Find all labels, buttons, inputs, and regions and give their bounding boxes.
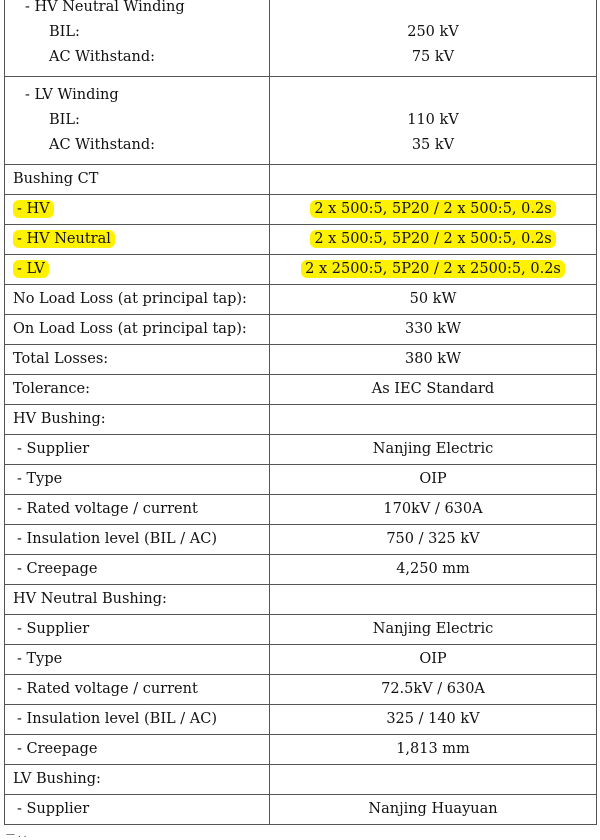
table-row — [5, 765, 597, 795]
row-label: Bushing CT — [13, 171, 99, 187]
row-label: - LV — [13, 260, 49, 278]
value-cell — [270, 315, 597, 345]
value-cell — [270, 255, 597, 285]
table-row — [5, 675, 597, 705]
label-cell — [5, 705, 270, 735]
table-row — [5, 405, 597, 435]
row-value: 2 x 2500:5, 5P20 / 2 x 2500:5, 0.2s — [301, 260, 565, 278]
group-item-value: 110 kV — [407, 112, 459, 128]
label-cell — [5, 675, 270, 705]
table-row — [5, 555, 597, 585]
value-cell — [270, 225, 597, 255]
row-label: - Type — [17, 471, 63, 487]
label-cell — [5, 195, 270, 225]
label-cell — [5, 315, 270, 345]
label-cell — [5, 645, 270, 675]
row-label: - Rated voltage / current — [17, 501, 198, 517]
value-cell — [270, 705, 597, 735]
row-value: 750 / 325 kV — [386, 531, 480, 547]
group-item-label: AC Withstand: — [49, 137, 156, 153]
table-row — [5, 225, 597, 255]
row-value: 1,813 mm — [396, 741, 470, 757]
table-row — [5, 285, 597, 315]
label-cell — [5, 555, 270, 585]
row-label: - Type — [17, 651, 63, 667]
value-cell — [270, 195, 597, 225]
row-value: 170kV / 630A — [383, 501, 483, 517]
value-cell — [270, 435, 597, 465]
row-value: As IEC Standard — [371, 381, 495, 397]
cutoff-text-fragment: — . . — [6, 830, 27, 840]
table-row — [5, 345, 597, 375]
label-cell — [5, 495, 270, 525]
value-cell — [270, 585, 597, 615]
table-row — [5, 615, 597, 645]
label-cell — [5, 345, 270, 375]
row-label: HV Neutral Bushing: — [13, 591, 167, 607]
table-row — [5, 435, 597, 465]
label-cell — [5, 225, 270, 255]
label-cell — [5, 375, 270, 405]
row-value: Nanjing Electric — [372, 441, 494, 457]
label-cell — [5, 735, 270, 765]
table-row — [5, 315, 597, 345]
value-cell — [270, 645, 597, 675]
value-cell — [270, 375, 597, 405]
label-cell — [5, 165, 270, 195]
group-title: - LV Winding — [25, 87, 119, 103]
value-cell — [270, 465, 597, 495]
value-cell — [270, 615, 597, 645]
label-cell — [5, 435, 270, 465]
row-label: - Supplier — [17, 801, 90, 817]
value-cell — [270, 77, 597, 165]
value-cell — [270, 525, 597, 555]
group-item-value: 250 kV — [407, 24, 459, 40]
row-label: - HV Neutral — [13, 230, 115, 248]
row-value: 330 kW — [405, 321, 461, 337]
row-value: 325 / 140 kV — [386, 711, 480, 727]
value-cell — [270, 765, 597, 795]
group-item-value: 35 kV — [411, 137, 455, 153]
value-cell — [270, 345, 597, 375]
row-label: - Insulation level (BIL / AC) — [17, 711, 218, 727]
table-row — [5, 255, 597, 285]
row-value: 380 kW — [405, 351, 461, 367]
label-cell — [5, 795, 270, 825]
spec-table — [4, 0, 597, 825]
row-label: No Load Loss (at principal tap): — [13, 291, 247, 307]
winding-group-row — [5, 77, 597, 165]
label-cell — [5, 765, 270, 795]
table-row — [5, 645, 597, 675]
label-cell — [5, 77, 270, 165]
table-row — [5, 735, 597, 765]
label-cell — [5, 285, 270, 315]
group-item-label: AC Withstand: — [49, 49, 156, 65]
value-cell — [270, 165, 597, 195]
label-cell — [5, 405, 270, 435]
label-cell — [5, 525, 270, 555]
group-title-spacer — [270, 83, 596, 108]
row-label: Tolerance: — [13, 381, 90, 397]
table-row — [5, 465, 597, 495]
table-row — [5, 525, 597, 555]
value-cell — [270, 495, 597, 525]
row-label: - Rated voltage / current — [17, 681, 198, 697]
value-cell — [270, 285, 597, 315]
row-value: OIP — [419, 471, 447, 487]
row-value: 2 x 500:5, 5P20 / 2 x 500:5, 0.2s — [310, 230, 555, 248]
group-title-spacer — [270, 0, 596, 20]
table-row — [5, 705, 597, 735]
value-cell — [270, 735, 597, 765]
table-row — [5, 375, 597, 405]
group-item-label: BIL: — [49, 24, 80, 40]
group-title: - HV Neutral Winding — [25, 0, 185, 15]
table-row — [5, 585, 597, 615]
row-value: 50 kW — [409, 291, 457, 307]
value-cell — [270, 0, 597, 77]
value-cell — [270, 405, 597, 435]
label-cell — [5, 615, 270, 645]
row-value: Nanjing Huayuan — [368, 801, 498, 817]
row-value: OIP — [419, 651, 447, 667]
group-item-value: 75 kV — [411, 49, 455, 65]
label-cell — [5, 585, 270, 615]
winding-group-row — [5, 0, 597, 77]
label-cell — [5, 0, 270, 77]
label-cell — [5, 255, 270, 285]
row-label: - Creepage — [17, 741, 98, 757]
value-cell — [270, 675, 597, 705]
row-label: - HV — [13, 200, 54, 218]
group-item-label: BIL: — [49, 112, 80, 128]
table-row — [5, 795, 597, 825]
row-value: 2 x 500:5, 5P20 / 2 x 500:5, 0.2s — [310, 200, 555, 218]
row-label: - Supplier — [17, 441, 90, 457]
value-cell — [270, 795, 597, 825]
table-row — [5, 165, 597, 195]
value-cell — [270, 555, 597, 585]
row-label: LV Bushing: — [13, 771, 101, 787]
row-label: - Supplier — [17, 621, 90, 637]
table-row — [5, 495, 597, 525]
label-cell — [5, 465, 270, 495]
row-value: 72.5kV / 630A — [381, 681, 485, 697]
row-label: - Creepage — [17, 561, 98, 577]
row-value: Nanjing Electric — [372, 621, 494, 637]
row-label: Total Losses: — [13, 351, 109, 367]
row-label: HV Bushing: — [13, 411, 106, 427]
row-value: 4,250 mm — [396, 561, 470, 577]
row-label: On Load Loss (at principal tap): — [13, 321, 247, 337]
table-row — [5, 195, 597, 225]
row-label: - Insulation level (BIL / AC) — [17, 531, 218, 547]
